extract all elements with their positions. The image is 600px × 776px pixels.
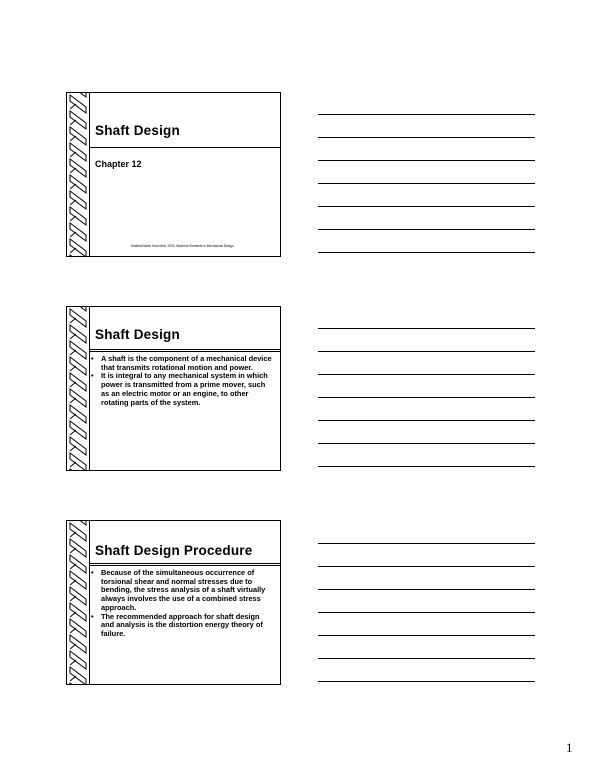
rope-segment (70, 120, 76, 125)
note-line (318, 374, 535, 375)
rope-segment (70, 232, 76, 237)
slide-title: Shaft Design Procedure (95, 543, 253, 558)
rope-segment (70, 430, 76, 435)
note-line (318, 252, 535, 253)
slide-title: Shaft Design (95, 123, 180, 138)
note-line (318, 589, 535, 590)
note-line (318, 328, 535, 329)
note-line (318, 420, 535, 421)
rope-segment (70, 619, 86, 637)
note-line (318, 681, 535, 682)
rope-segment (70, 437, 86, 455)
slide-title: Shaft Design (95, 327, 180, 342)
rope-segment (70, 223, 86, 241)
title-divider (89, 563, 280, 564)
rope-segment (70, 382, 76, 387)
rope-pattern-icon (67, 93, 89, 256)
rope-segment (70, 571, 86, 589)
rope-border-decoration (67, 93, 90, 256)
slide-subtitle: Chapter 12 (95, 159, 142, 169)
rope-segment (70, 446, 76, 451)
rope-segment (70, 532, 76, 537)
list-item: • The recommended approach for shaft design and analysis is the distortion energy theory of failure. (91, 611, 263, 638)
rope-segment (70, 239, 86, 256)
rope-segment (70, 523, 86, 541)
rope-segment (70, 676, 76, 681)
slide-2 (66, 306, 281, 471)
rope-segment (70, 207, 86, 225)
list-item: • Because of the simultaneous occurrence of torsional shear and normal stresses due to bending, the stress analysis of a shaft virtually always involves the use of a combined stress approach. (91, 568, 266, 612)
note-line (318, 658, 535, 659)
slide-credit: Material taken from Mott, 2003, Machine Elements in Mechanical Design (131, 244, 234, 248)
rope-segment (70, 168, 76, 173)
note-line (318, 114, 535, 115)
list-item: • It is integral to any mechanical system in which power is transmitted from a prime mover, such as an electric motor or an engine, to other rotating parts of the system. (91, 371, 268, 407)
note-line (318, 635, 535, 636)
rope-segment (70, 398, 76, 403)
rope-segment (70, 104, 76, 109)
title-divider (89, 147, 280, 148)
rope-segment (70, 548, 76, 553)
rope-segment (70, 200, 76, 205)
rope-segment (70, 389, 86, 407)
rope-segment (70, 644, 76, 649)
rope-segment (70, 216, 76, 221)
rope-segment (70, 350, 76, 355)
rope-border-decoration (67, 307, 90, 470)
slide-3 (66, 520, 281, 685)
note-line (318, 206, 535, 207)
rope-segment (70, 334, 76, 339)
note-line (318, 351, 535, 352)
rope-segment (70, 318, 76, 323)
bullet-icon: • (91, 611, 94, 621)
rope-segment (70, 184, 76, 189)
rope-pattern-icon (67, 521, 89, 684)
rope-segment (70, 453, 86, 470)
rope-segment (70, 143, 86, 161)
rope-segment (70, 341, 86, 359)
rope-segment (70, 405, 86, 423)
rope-segment (70, 414, 76, 419)
note-line (318, 543, 535, 544)
rope-segment (70, 564, 76, 569)
rope-segment (70, 373, 86, 391)
rope-segment (70, 555, 86, 573)
note-line (318, 229, 535, 230)
rope-segment (70, 136, 76, 141)
rope-segment (70, 152, 76, 157)
rope-segment (70, 635, 86, 653)
bullet-list (91, 569, 274, 639)
rope-segment (70, 127, 86, 145)
bullet-icon: • (91, 568, 94, 577)
rope-segment (70, 667, 86, 684)
rope-segment (70, 111, 86, 129)
rope-segment (70, 587, 86, 605)
rope-segment (70, 175, 86, 193)
rope-pattern-icon (67, 307, 89, 470)
rope-segment (70, 660, 76, 665)
slide-1 (66, 92, 281, 257)
rope-segment (70, 366, 76, 371)
rope-segment (70, 357, 86, 375)
rope-segment (70, 95, 86, 113)
note-line (318, 183, 535, 184)
rope-segment (70, 421, 86, 439)
rope-segment (70, 248, 76, 253)
note-line (318, 443, 535, 444)
rope-segment (70, 325, 86, 343)
rope-segment (70, 309, 86, 327)
bullet-icon: • (91, 354, 94, 363)
rope-segment (70, 159, 86, 177)
note-line (318, 397, 535, 398)
rope-segment (70, 462, 76, 467)
rope-segment (70, 603, 86, 621)
rope-segment (70, 628, 76, 633)
note-line (318, 137, 535, 138)
bullet-list (91, 355, 274, 407)
list-item: • A shaft is the component of a mechanical device that transmits rotational motion and power. (91, 354, 272, 372)
bullet-icon: • (91, 371, 94, 381)
note-line (318, 566, 535, 567)
rope-segment (70, 191, 86, 209)
title-divider (89, 349, 280, 350)
note-line (318, 466, 535, 467)
rope-segment (70, 612, 76, 617)
rope-segment (70, 596, 76, 601)
rope-segment (70, 580, 76, 585)
rope-segment (70, 539, 86, 557)
page-number: 1 (566, 740, 573, 755)
title-divider (89, 351, 280, 352)
rope-border-decoration (67, 521, 90, 684)
title-divider (89, 565, 280, 566)
rope-segment (70, 651, 86, 669)
note-line (318, 160, 535, 161)
note-line (318, 612, 535, 613)
